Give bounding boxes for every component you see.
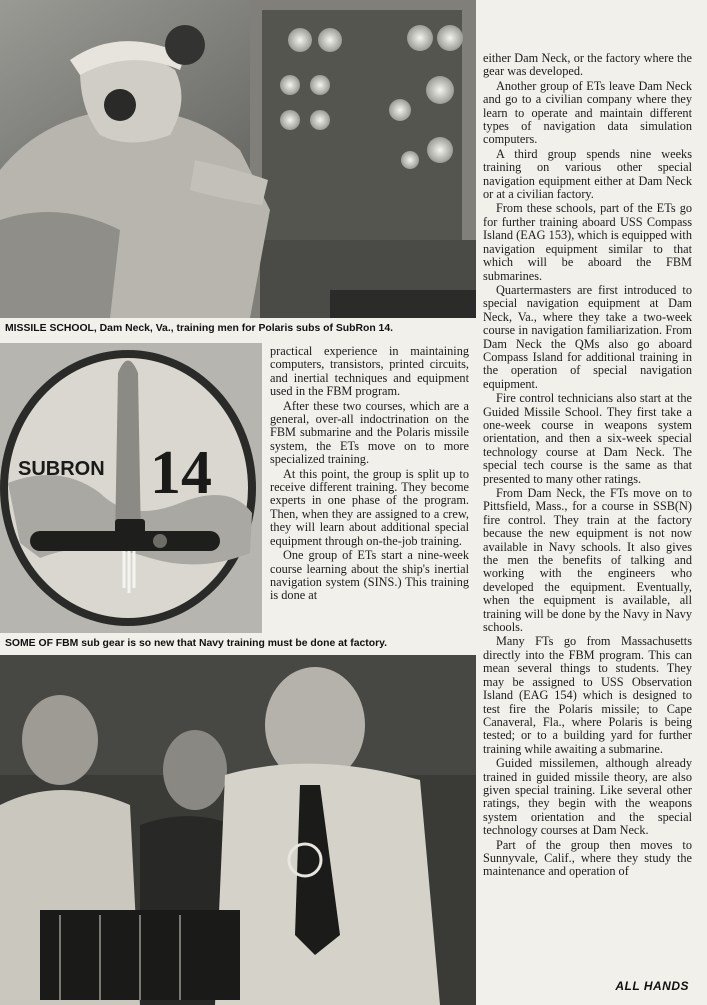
right-text-column — [483, 52, 692, 880]
magazine-footer: ALL HANDS — [615, 979, 689, 993]
paragraph: practical experience in maintaining computers, transistors, printed circuits, and inertial techniques and equipment used in the FBM program. — [270, 344, 469, 399]
paragraph: Quartermasters are first introduced to special navigation equipment at Dam Neck, Va., where they take a two-week course in navigation familiarization. From Dam Neck the QMs also go aboard Compass Island for additional training in the operation of special navigation equipment. — [483, 282, 692, 391]
paragraph: either Dam Neck, or the factory where the gear was developed. — [483, 51, 692, 79]
emblem-word: SUBRON — [18, 458, 105, 480]
paragraph: Fire control technicians also start at the Guided Missile School. They first take a one-week course in weapons system orientation, and then a six-week special technology course at Dam Neck. The special tech course is the same as that presented to many other ratings. — [483, 391, 692, 486]
paragraph: After these two courses, which are a general, over-all indoctrination on the FBM submarine and the Polaris missile system, the ETs move on to more specialized training. — [270, 398, 469, 467]
subron-14-emblem — [0, 343, 262, 633]
missile-school-photo — [0, 0, 476, 318]
emblem-caption: SOME OF FBM sub gear is so new that Navy training must be done at factory. — [5, 638, 388, 649]
middle-text-column — [270, 345, 469, 604]
paragraph: Guided missilemen, although already trained in guided missile theory, are also given special training. Like several other ratings, they begin with the weapons system orientation and the special technology courses at Dam Neck. — [483, 756, 692, 838]
paragraph: Another group of ETs leave Dam Neck and go to a civilian company where they learn to operate and maintain different types of navigation data simulation computers. — [483, 78, 692, 147]
paragraph: Many FTs go from Massachusetts directly into the FBM program. This can mean several things to students. They may be assigned to USS Observation Island (EAG 154) which is designed to test fire the Polaris missile; to Cape Canaveral, Fla., where Polaris is being tested; or to a building yard for further training while awaiting a submarine. — [483, 634, 692, 756]
factory-training-photo — [0, 655, 476, 1005]
paragraph: Part of the group then moves to Sunnyvale, Calif., where they study the maintenance and operation of — [483, 837, 692, 879]
paragraph: One group of ETs start a nine-week course learning about the ship's inertial navigation system (SINS.) This training is done at — [270, 548, 469, 603]
paragraph: A third group spends nine weeks training on various other special navigation equipment either at Dam Neck or at a civilian factory. — [483, 146, 692, 202]
top-photo-caption: MISSILE SCHOOL, Dam Neck, Va., training men for Polaris subs of SubRon 14. — [5, 323, 393, 334]
paragraph: At this point, the group is split up to receive different training. They become experts in one phase of the program. Then, when they are assigned to a crew, they will learn about additional special equipment through on-the-job training. — [270, 466, 469, 548]
paragraph: From these schools, part of the ETs go for further training aboard USS Compass Island (EAG 153), which is equipped with navigation equipment similar to that which will be aboard the FBM submarines. — [483, 201, 692, 283]
paragraph: From Dam Neck, the FTs move on to Pittsfield, Mass., for a course in SSB(N) fire control. They train at the factory because the new equipment is not now available in Navy schools. It also gives the men the benefits of talking and working with the engineers who developed the equipment. Eventually, when the equipment is available, all training will be done by the Navy in Navy schools. — [483, 486, 692, 635]
emblem-number: 14 — [150, 439, 212, 507]
